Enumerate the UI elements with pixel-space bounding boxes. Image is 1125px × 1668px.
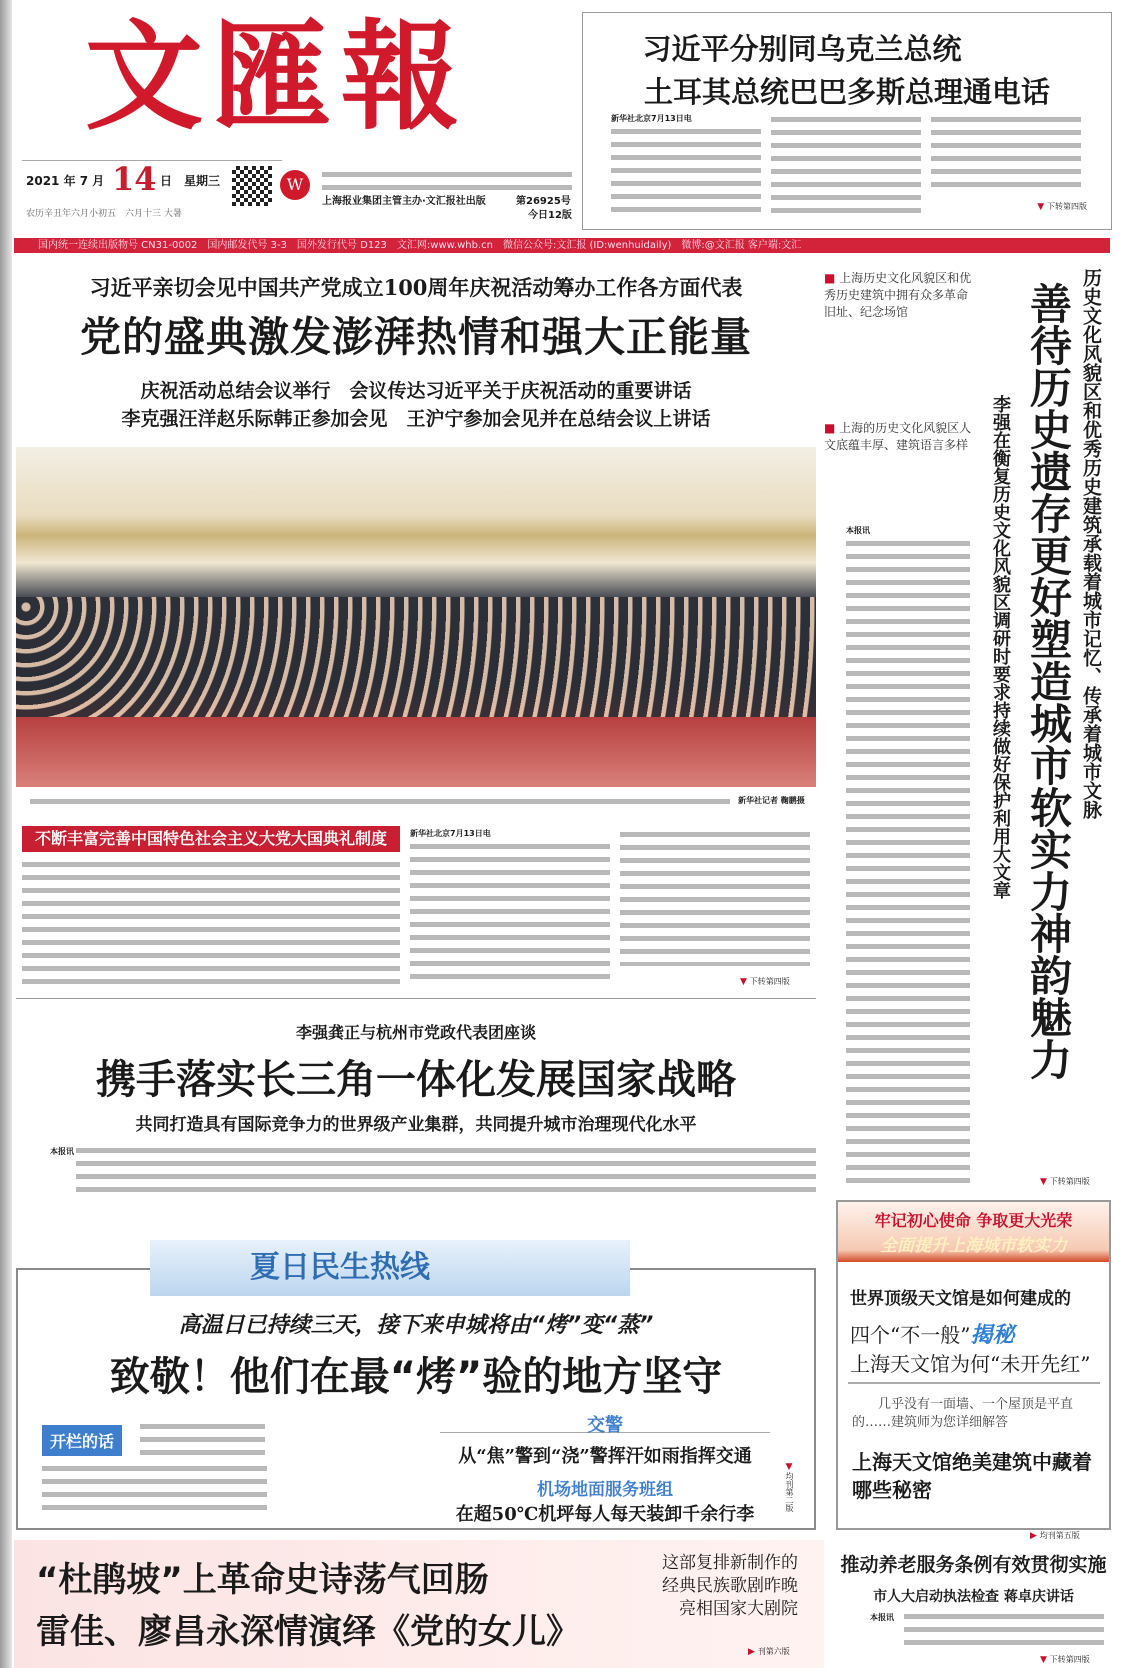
top-body-col-2 (771, 113, 921, 215)
hangzhou-body (76, 1144, 816, 1196)
feature-continued[interactable] (1040, 1176, 1090, 1187)
opera-side: 这部复排新制作的经典民族歌剧昨晚亮相国家大剧院 (662, 1553, 798, 1619)
triangle-icon: ▶ (1030, 1531, 1040, 1541)
top-body-col-1 (611, 125, 761, 215)
bullet-2: ■ 上海的历史文化风貌区人文底蕴丰厚、建筑语言多样 (824, 421, 972, 452)
feature-kicker: 历史文化风貌区和优秀历史建筑承载着城市记忆、传承着城市文脉 (1080, 268, 1102, 819)
bullet-2-text: 上海的历史文化风貌区人文底蕴丰厚、建筑语言多样 (824, 421, 972, 452)
lead-sub-2: 李克强汪洋赵乐际韩正参加会见 王沪宁参加会见并在总结会议上讲话 (121, 408, 711, 430)
summer-kicker: 高温日已持续三天，接下来申城将由“烤”变“蒸” (178, 1313, 654, 1338)
hangzhou-headline: 携手落实长三角一体化发展国家战略 (96, 1056, 736, 1103)
divider (16, 998, 816, 999)
continued-label: 下转第四版 (1049, 1655, 1090, 1664)
elderly-byline: 本报讯 (870, 1613, 894, 1622)
opera-continued[interactable] (748, 1646, 790, 1657)
lead-continued[interactable] (740, 976, 790, 987)
emblem-icon: W (280, 170, 310, 200)
feature-byline: 本报讯 (846, 526, 870, 535)
summer-continued[interactable] (784, 1462, 795, 1512)
column-intro-1 (140, 1420, 265, 1460)
hangzhou-kicker: 李强龚正与杭州市党政代表团座谈 (295, 1023, 536, 1042)
hangzhou-sub: 共同打造具有国际竞争力的世界级产业集群，共同提升城市治理现代化水平 (135, 1115, 697, 1135)
feature-body (846, 537, 970, 1187)
summer-headline: 致敬！他们在最“烤”验的地方坚守 (109, 1354, 723, 1400)
divider (848, 1382, 1100, 1384)
column-intro-2 (42, 1462, 267, 1514)
top-headline-2: 土耳其总统巴巴多斯总理通电话 (643, 75, 1050, 109)
page-edge-shadow (0, 0, 12, 1668)
top-headline-1: 习近平分别同乌克兰总统 (642, 32, 962, 66)
lead-body-col-2 (620, 828, 810, 966)
group-photo[interactable] (16, 447, 816, 787)
triangle-icon: ▼ (740, 977, 750, 987)
photo-credit: 新华社记者 鞠鹏摄 (738, 796, 805, 805)
info-bar: 国内统一连续出版物号 CN31-0002 国内邮发代号 3-3 国外发行代号 D123 文汇网:www.whb.cn 微信公众号:文汇报 (ID:wenhuidaily) 微博:@文汇报 客户端:文汇 (14, 238, 1110, 253)
commentary-label: 不断丰富完善中国特色社会主义大党大国典礼制度 (22, 826, 400, 852)
continued-label: 下转第四版 (1049, 1177, 1090, 1186)
banner-line-1: 牢记初心使命 争取更大光荣 (874, 1211, 1073, 1230)
publisher: 上海报业集团主管主办·文汇报社出版 (322, 196, 486, 207)
triangle-icon: ▼ (1040, 1177, 1050, 1187)
elderly-continued[interactable] (1040, 1654, 1090, 1665)
page-count: 今日12版 (528, 210, 572, 221)
photo-crowd (16, 597, 816, 717)
lead-headline: 党的盛典激发澎湃热情和强大正能量 (80, 313, 752, 361)
planetarium-headline[interactable]: 世界顶级天文馆是如何建成的 (850, 1289, 1071, 1309)
section-airport: 机场地面服务班组 (537, 1480, 673, 1500)
feature-sub: 李强在衡复历史文化风貌区调研时要求持续做好保护利用大文章 (990, 395, 1011, 899)
continued-label: 均刊第二版 (785, 1472, 794, 1512)
commentary-body (22, 858, 400, 988)
summer-banner: 夏日民生热线 (150, 1240, 630, 1296)
reveal-tag: 揭秘 (970, 1323, 1015, 1348)
story-airport[interactable]: 在超50℃机坪每人每天装卸千余行李 (455, 1504, 755, 1525)
lead-sub-1: 庆祝活动总结会议举行 会议传达习近平关于庆祝活动的重要讲话 (140, 380, 692, 402)
triangle-icon: ▶ (748, 1647, 758, 1657)
banner-line-2: 全面提升上海城市软实力 (880, 1236, 1067, 1256)
story-traffic-police[interactable]: 从“焦”警到“浇”警挥汗如雨指挥交通 (458, 1446, 752, 1467)
date-day: 14 (112, 160, 157, 198)
continued-label: 下转第四版 (1047, 202, 1087, 211)
lead-body-col-1 (410, 840, 610, 980)
continued-label: 下转第四版 (749, 977, 790, 986)
continued-link[interactable] (1037, 201, 1087, 212)
top-body-col-3 (931, 113, 1081, 191)
date-suffix: 日 星期三 (160, 174, 221, 188)
planetarium-sub-b: 上海天文馆为何“未开先红” (850, 1352, 1091, 1376)
continued-label: 均刊第五版 (1039, 1531, 1080, 1540)
bullet-1: ■ 上海历史文化风貌区和优秀历史建筑中拥有众多革命旧址、纪念场馆 (824, 271, 972, 319)
weather-text (322, 168, 572, 190)
elderly-sub: 市人大启动执法检查 蒋卓庆讲话 (873, 1589, 1074, 1605)
bullet-1-text: 上海历史文化风貌区和优秀历史建筑中拥有众多革命旧址、纪念场馆 (824, 271, 972, 319)
triangle-icon: ▼ (1040, 1655, 1050, 1665)
top-story-box (582, 12, 1112, 230)
issue-number: 第26925号 (516, 196, 571, 207)
elderly-body (904, 1610, 1104, 1650)
sub-a-text: 四个“不一般” (850, 1323, 971, 1347)
section-traffic-police: 交警 (440, 1418, 770, 1433)
photo-caption (30, 795, 730, 805)
planetarium-headline-2[interactable]: 上海天文馆绝美建筑中藏着哪些秘密 (852, 1450, 1092, 1502)
opera-headline-2[interactable]: 雷佳、廖昌永深情演绎《党的女儿》 (36, 1612, 580, 1652)
top-dateline: 新华社北京7月13日电 (611, 114, 692, 123)
soft-power-continued[interactable] (1030, 1530, 1080, 1541)
lead-kicker: 习近平亲切会见中国共产党成立100周年庆祝活动筹办工作各方面代表 (89, 275, 743, 300)
elderly-headline[interactable]: 推动养老服务条例有效贯彻实施 (840, 1554, 1107, 1576)
soft-power-banner (838, 1202, 1109, 1262)
continued-label: 刊第六版 (757, 1647, 790, 1656)
date-prefix: 2021 年 7 月 (26, 174, 105, 188)
hangzhou-byline: 本报讯 (50, 1147, 74, 1156)
newspaper-logo: 文匯報 (85, 7, 470, 146)
feature-headline: 善待历史遗存更好塑造城市软实力神韵魅力 (1024, 282, 1073, 1080)
lunar-date: 农历辛丑年六月小初五 六月十三 大暑 (26, 209, 182, 219)
lead-dateline: 新华社北京7月13日电 (410, 829, 491, 838)
triangle-icon: ▼ (784, 1462, 794, 1472)
triangle-icon: ▼ (1037, 202, 1047, 212)
planetarium-lead: 几乎没有一面墙、一个屋顶是平直的……建筑师为您详细解答 (852, 1397, 1074, 1430)
planetarium-sub-a (850, 1318, 1014, 1349)
qr-code-icon[interactable] (232, 166, 272, 206)
opera-headline-1[interactable]: “杜鹃坡”上革命史诗荡气回肠 (36, 1560, 489, 1600)
column-tag: 开栏的话 (42, 1425, 122, 1456)
